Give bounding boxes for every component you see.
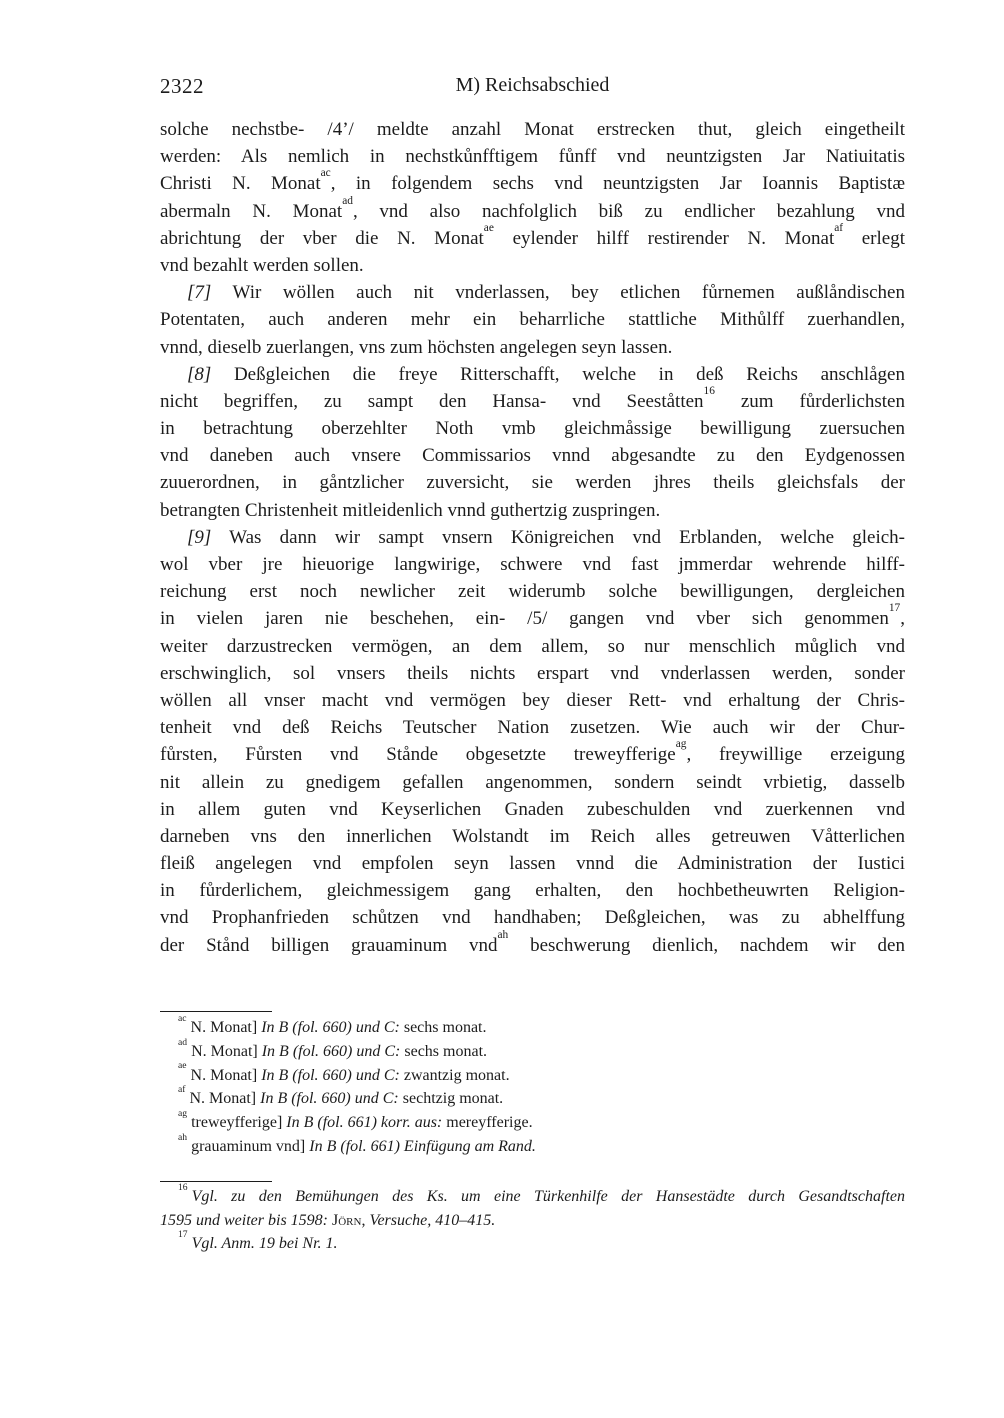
body-line: vnd bezahlt werden sollen. bbox=[160, 254, 364, 276]
paragraph bbox=[160, 116, 905, 279]
body-line: erschwinglich, sol vnsers theils nichts erspart vnd vnderlassen werden, sonder bbox=[160, 662, 905, 684]
footnote-reference: 17 bbox=[888, 602, 901, 615]
apparatus-note: $^{ah}$grauaminum vnd] In B (fol. 661) Einfügung am Rand. bbox=[178, 1131, 536, 1155]
body-line: abermaln N. Monat$^{ad}$, vnd also nachfolglich biß zu endlicher bezahlung vnd bbox=[160, 194, 905, 222]
critical-apparatus bbox=[160, 1012, 905, 1159]
footnote-reference: ah bbox=[497, 928, 509, 941]
apparatus-separator-rule bbox=[160, 1011, 272, 1012]
running-header bbox=[160, 74, 905, 102]
body-line: vnd Prophanfrieden schůtzen vnd handhaben; Deßgleichen, was zu abhelffung bbox=[160, 907, 905, 929]
footnote-line: $^{17}$Vgl. Anm. 19 bei Nr. 1. bbox=[178, 1229, 338, 1253]
running-head-title: M) Reichsabschied bbox=[455, 74, 610, 96]
paragraph bbox=[160, 279, 905, 361]
body-line: vnnd, dieselb zuerlangen, vns zum höchsten angelegen seyn lassen. bbox=[160, 336, 673, 358]
body-line: in betrachtung oberzehlter Noth vmb gleichmåssige bewilligung zuersuchen bbox=[160, 418, 905, 440]
body-line: wol vber jre hieuorige langwirige, schwere vnd fast jmmerdar wehrende hilff- bbox=[160, 554, 905, 575]
body-line: zuuerordnen, in gåntzlicher zuversicht, sie werden jhres theils gleichsfals der bbox=[160, 472, 905, 494]
body-line: in fůrderlichem, gleichmessigem gang erhalten, den hochbetheuwrten Religion- bbox=[160, 880, 905, 902]
footnote-line: $^{16}$Vgl. zu den Bemühungen des Ks. um eine Türkenhilfe der Hansestädte durch Gesandtschaften bbox=[178, 1181, 905, 1205]
apparatus-note: $^{ad}$N. Monat] In B (fol. 660) und C: sechs monat. bbox=[178, 1036, 488, 1060]
apparatus-mark: ac bbox=[178, 1012, 187, 1024]
apparatus-mark: ae bbox=[178, 1060, 187, 1072]
footnote-reference: af bbox=[834, 221, 844, 234]
apparatus-mark: ah bbox=[178, 1131, 188, 1143]
body-line: fleiß angelegen vnd empfolen seyn lassen vnnd die Administration der Iustici bbox=[160, 853, 905, 875]
footnote-reference: ac bbox=[320, 167, 331, 180]
body-line: [9] Was dann wir sampt vnsern Königreichen vnd Erblanden, welche gleich- bbox=[187, 526, 905, 548]
body-line: [7] Wir wöllen auch nit vnderlassen, bey etlichen fůrnemen außlåndischen bbox=[187, 282, 905, 304]
author-smallcaps: Jörn bbox=[332, 1211, 362, 1229]
footnote-mark: 16 bbox=[178, 1181, 188, 1193]
main-text bbox=[160, 116, 905, 959]
body-line: in vielen jaren nie beschehen, ein- /5/ gangen vnd vber sich genommen$^{17}$, bbox=[160, 602, 905, 630]
apparatus-note: $^{af}$N. Monat] In B (fol. 660) und C: sechtzig monat. bbox=[178, 1084, 504, 1108]
footnote-reference: 16 bbox=[703, 384, 715, 397]
apparatus-note: $^{ag}$treweyfferige] In B (fol. 661) korr. aus: mereyfferige. bbox=[178, 1108, 533, 1132]
body-line: abrichtung der vber die N. Monat$^{ae}$ eylender hilff restirender N. Monat$^{af}$ erlegt bbox=[160, 221, 905, 249]
body-line: darneben vns den innerlichen Wolstandt im Reich alles getreuwen Våtterlichen bbox=[160, 825, 905, 847]
body-line: der Stånd billigen grauaminum vnd$^{ah}$ beschwerung dienlich, nachdem wir den bbox=[160, 928, 905, 956]
body-line: [8] Deßgleichen die freye Ritterschafft, welche in deß Reichs anschlågen bbox=[187, 363, 905, 385]
body-line: weiter darzustrecken vermögen, an dem allem, so nur menschlich můglich vnd bbox=[160, 635, 905, 657]
body-line: fůrsten, Fůrsten vnd Stånde obgesetzte treweyfferige$^{ag}$, freywillige erzeigung bbox=[160, 738, 906, 766]
body-line: in allem guten vnd Keyserlichen Gnaden zubeschulden vnd zuerkennen vnd bbox=[160, 798, 905, 820]
footnote-reference: ag bbox=[675, 738, 687, 751]
body-line: solche nechstbe- /4’/ meldte anzahl Monat erstrecken thut, gleich eingetheilt bbox=[160, 119, 905, 140]
footnote-separator-rule bbox=[160, 1181, 272, 1182]
paragraph bbox=[160, 361, 905, 524]
body-line: Christi N. Monat$^{ac}$, in folgendem sechs vnd neuntzigsten Jar Ioannis Baptistæ bbox=[160, 167, 905, 195]
body-line: werden: Als nemlich in nechstkůnfftigem fůnff vnd neuntzigsten Jar Natiuitatis bbox=[160, 146, 905, 168]
commentary-footnotes bbox=[160, 1181, 905, 1256]
paragraph bbox=[160, 524, 905, 959]
footnote-line: 1595 und weiter bis 1598: Jörn, Versuche, 410–415. bbox=[160, 1211, 496, 1229]
body-line: nit allein zu gnedigem gefallen angenommen, sondern seindt vrbietig, dasselb bbox=[160, 771, 905, 793]
body-line: tenheit vnd deß Reichs Teutscher Nation zusetzen. Wie auch wir der Chur- bbox=[160, 717, 905, 739]
body-line: Potentaten, auch anderen mehr ein beharrliche stattliche Mithůlff zuerhandlen, bbox=[160, 309, 905, 331]
footnote-mark: 17 bbox=[178, 1229, 188, 1241]
apparatus-mark: ad bbox=[178, 1036, 188, 1048]
body-line: wöllen all vnser macht vnd vermögen bey dieser Rett- vnd erhaltung der Chris- bbox=[160, 689, 905, 711]
apparatus-note: $^{ac}$N. Monat] In B (fol. 660) und C: sechs monat. bbox=[178, 1012, 487, 1036]
body-line: reichung erst noch newlicher zeit widerumb solche bewilligungen, dergleichen bbox=[160, 581, 905, 603]
body-line: vnd daneben auch vnsere Commissarios vnnd abgesandte zu den Eydgenossen bbox=[160, 445, 905, 467]
apparatus-note: $^{ae}$N. Monat] In B (fol. 660) und C: zwantzig monat. bbox=[178, 1060, 510, 1084]
apparatus-mark: af bbox=[178, 1084, 186, 1096]
body-line: nicht begriffen, zu sampt den Hansa- vnd Seeståtten$^{16}$ zum fůrderlichsten bbox=[160, 384, 905, 412]
body-line: betrangten Christenheit mitleidenlich vnnd guthertzig zuspringen. bbox=[160, 499, 661, 521]
footnote-reference: ae bbox=[483, 221, 494, 234]
page-number: 2322 bbox=[160, 74, 204, 98]
footnote-reference: ad bbox=[342, 194, 353, 207]
apparatus-mark: ag bbox=[178, 1108, 188, 1120]
